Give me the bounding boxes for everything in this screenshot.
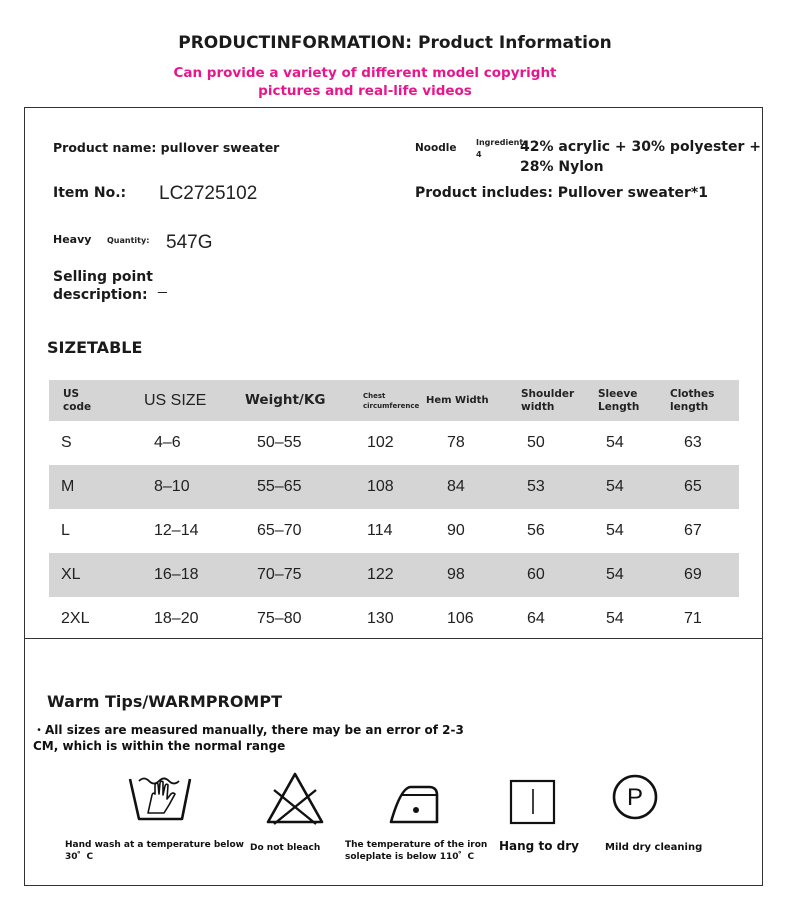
table-cell: 55–65 [257, 478, 302, 495]
header-shoulder [521, 380, 574, 421]
table-cell: 54 [606, 566, 624, 583]
table-cell: 108 [367, 478, 394, 495]
table-cell: L [61, 522, 70, 539]
subtitle-line-2: pictures and real-life videos [258, 83, 472, 99]
dry-clean-label: Mild dry cleaning [605, 842, 703, 853]
iron-icon [389, 781, 441, 825]
iron-label-line-2: soleplate is below 110゜C [345, 852, 475, 862]
dry-clean-icon [612, 774, 658, 820]
header-us-size: US SIZE [144, 392, 207, 409]
dry-clean-letter: P [626, 784, 644, 811]
page-subtitle [150, 64, 580, 100]
ingredients-label: Ingredients [476, 138, 528, 147]
weight-value: 547G [166, 232, 213, 253]
page-title: PRODUCTINFORMATION: Product Information [178, 33, 612, 53]
table-row [49, 465, 739, 509]
table-cell: 67 [684, 522, 702, 539]
size-table [49, 380, 739, 641]
composition-line-2: 28% Nylon [520, 159, 604, 175]
tips-line-2: CM, which is within the normal range [33, 739, 286, 753]
hand-wash-label-line-2: 30゜C [65, 852, 94, 862]
table-cell: 114 [367, 522, 393, 539]
table-cell: 65 [684, 478, 702, 495]
subtitle-line-1: Can provide a variety of different model copyright [173, 65, 557, 81]
heavy-label: Heavy [53, 233, 92, 246]
table-row [49, 421, 739, 465]
header-shoulder-line-1: Shoulder [521, 387, 575, 400]
table-cell: 2XL [61, 610, 90, 627]
product-name: Product name: pullover sweater [53, 140, 280, 155]
table-cell: 4–6 [154, 434, 181, 451]
hand-wash-label [65, 839, 244, 863]
noodle-label: Noodle [415, 142, 457, 154]
table-cell: 106 [447, 610, 474, 627]
table-cell: 50 [527, 434, 545, 451]
table-cell: 75–80 [257, 610, 302, 627]
iron-label [345, 839, 487, 863]
header-clothes-line-1: Clothes [670, 387, 715, 400]
header-us-code [63, 380, 91, 421]
size-table-title: SIZETABLE [47, 338, 143, 357]
iron-label-line-1: The temperature of the iron [345, 840, 488, 850]
table-cell: 53 [527, 478, 545, 495]
table-cell: 70–75 [257, 566, 302, 583]
header-hem-width: Hem Width [426, 395, 489, 406]
table-cell: 90 [447, 522, 465, 539]
table-row [49, 553, 739, 597]
header-weight: Weight/KG [245, 392, 326, 408]
no-bleach-icon [266, 772, 324, 826]
table-cell: S [61, 434, 72, 451]
item-no-value: LC2725102 [159, 183, 258, 204]
header-chest-line-1: Chest [363, 391, 386, 400]
table-cell: 54 [606, 434, 624, 451]
composition [520, 137, 761, 177]
table-cell: 8–10 [154, 478, 190, 495]
table-cell: 63 [684, 434, 702, 451]
table-row [49, 597, 739, 641]
tips-line-1: ・All sizes are measured manually, there may be an error of 2-3 [33, 723, 464, 737]
header-sleeve-line-1: Sleeve [598, 387, 638, 400]
hand-wash-icon [130, 775, 190, 825]
header-us-code-line-2: code [63, 400, 92, 413]
hang-dry-icon [510, 780, 556, 824]
table-cell: 12–14 [154, 522, 199, 539]
header-clothes-length [670, 380, 714, 421]
table-cell: 60 [527, 566, 545, 583]
quantity-label: Quantity: [107, 236, 150, 245]
table-cell: 98 [447, 566, 465, 583]
hand-wash-label-line-1: Hand wash at a temperature below [65, 840, 244, 850]
tips-text [33, 722, 464, 754]
table-cell: M [61, 478, 75, 495]
table-cell: 50–55 [257, 434, 302, 451]
table-cell: 122 [367, 566, 394, 583]
composition-line-1: 42% acrylic + 30% polyester + [520, 139, 762, 155]
table-cell: 78 [447, 434, 465, 451]
header-chest [363, 380, 419, 421]
table-cell: XL [61, 566, 81, 583]
table-cell: 54 [606, 610, 624, 627]
table-cell: 84 [447, 478, 465, 495]
table-cell: 54 [606, 522, 624, 539]
item-no-label: Item No.: [53, 185, 127, 201]
table-cell: 56 [527, 522, 545, 539]
table-cell: 54 [606, 478, 624, 495]
table-cell: 69 [684, 566, 702, 583]
table-row [49, 509, 739, 553]
header-us-code-line-1: US [63, 387, 80, 400]
tips-title: Warm Tips/WARMPROMPT [47, 692, 282, 711]
selling-point-value: _ [158, 277, 167, 294]
product-includes: Product includes: Pullover sweater*1 [415, 185, 708, 201]
header-sleeve [598, 380, 639, 421]
table-cell: 130 [367, 610, 394, 627]
size-table-body [49, 421, 739, 641]
table-cell: 18–20 [154, 610, 199, 627]
selling-point-label-line-2: description: [53, 287, 148, 303]
table-cell: 71 [684, 610, 702, 627]
table-cell: 65–70 [257, 522, 302, 539]
table-cell: 16–18 [154, 566, 199, 583]
header-shoulder-line-2: width [521, 400, 555, 413]
size-table-header [49, 380, 739, 421]
selling-point-label [53, 268, 153, 304]
table-cell: 64 [527, 610, 545, 627]
ingredients-number: 4 [476, 150, 482, 159]
selling-point-label-line-1: Selling point [53, 269, 153, 285]
table-cell: 102 [367, 434, 394, 451]
header-sleeve-line-2: Length [598, 400, 640, 413]
no-bleach-label: Do not bleach [250, 843, 321, 853]
header-clothes-line-2: length [670, 400, 709, 413]
header-chest-line-2: circumference [363, 401, 420, 410]
hang-dry-label: Hang to dry [499, 839, 579, 853]
